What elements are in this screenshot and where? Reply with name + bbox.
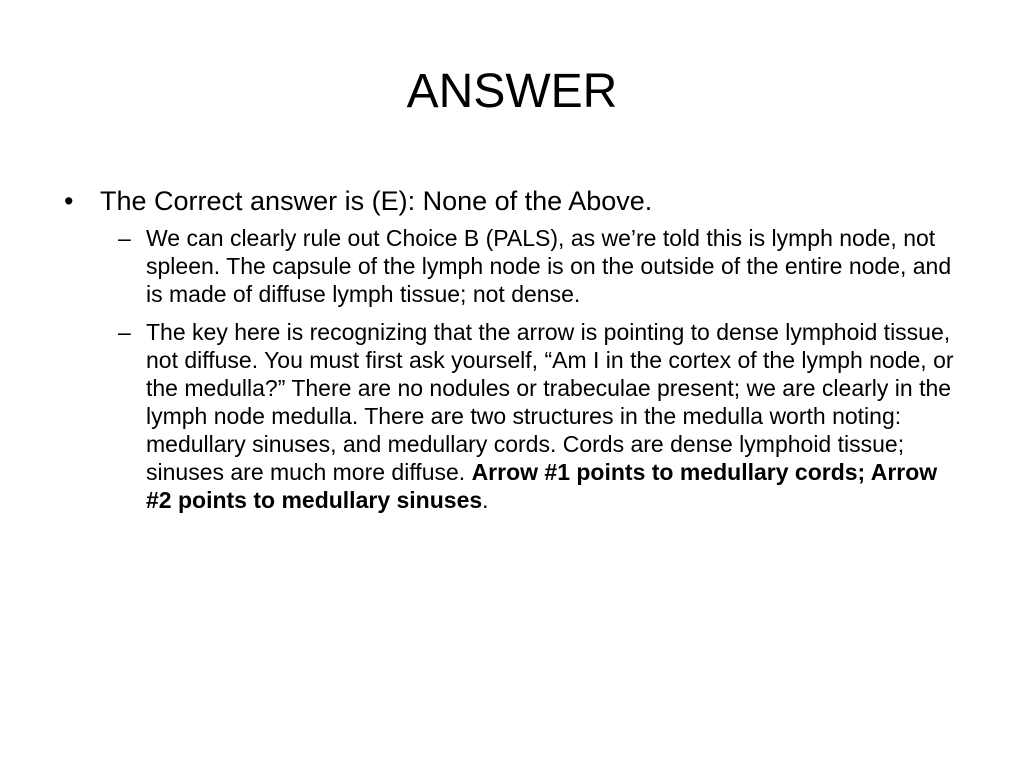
slide-content bbox=[60, 184, 960, 524]
sub-bullet-2-text: The key here is recognizing that the arrow is pointing to dense lymphoid tissue, not diffuse. You must first ask yourself, “Am I in the cortex of the lymph node, or the medulla?” There are no nodules or trabeculae present; we are clearly in the lymph node medulla. There are two structures in the medulla worth noting: medullary sinuses, and medullary cords. Cords are dense lymphoid tissue; sinuses are much more diffuse. bbox=[146, 319, 954, 485]
sub-bullet-marker: – bbox=[118, 225, 131, 251]
sub-bullet-1-text: We can clearly rule out Choice B (PALS), as we’re told this is lymph node, not spleen. The capsule of the lymph node is on the outside of the entire node, and is made of diffuse lymph tissue; not dense. bbox=[146, 225, 952, 307]
main-bullet-text: The Correct answer is (E): None of the Above. bbox=[100, 186, 653, 216]
sub-bullet-2-bold-text: Arrow #1 points to medullary cords; Arrow #2 points to medullary sinuses bbox=[146, 459, 938, 513]
main-bullet bbox=[60, 184, 960, 218]
slide-title: ANSWER bbox=[406, 65, 618, 118]
sub-bullet-marker: – bbox=[118, 319, 131, 345]
sub-bullet-2 bbox=[60, 318, 966, 514]
sub-bullet-list bbox=[60, 224, 960, 514]
sub-bullet-2-trailing: . bbox=[482, 487, 489, 513]
sub-bullet-1 bbox=[60, 224, 966, 308]
bullet-marker: • bbox=[64, 186, 74, 216]
